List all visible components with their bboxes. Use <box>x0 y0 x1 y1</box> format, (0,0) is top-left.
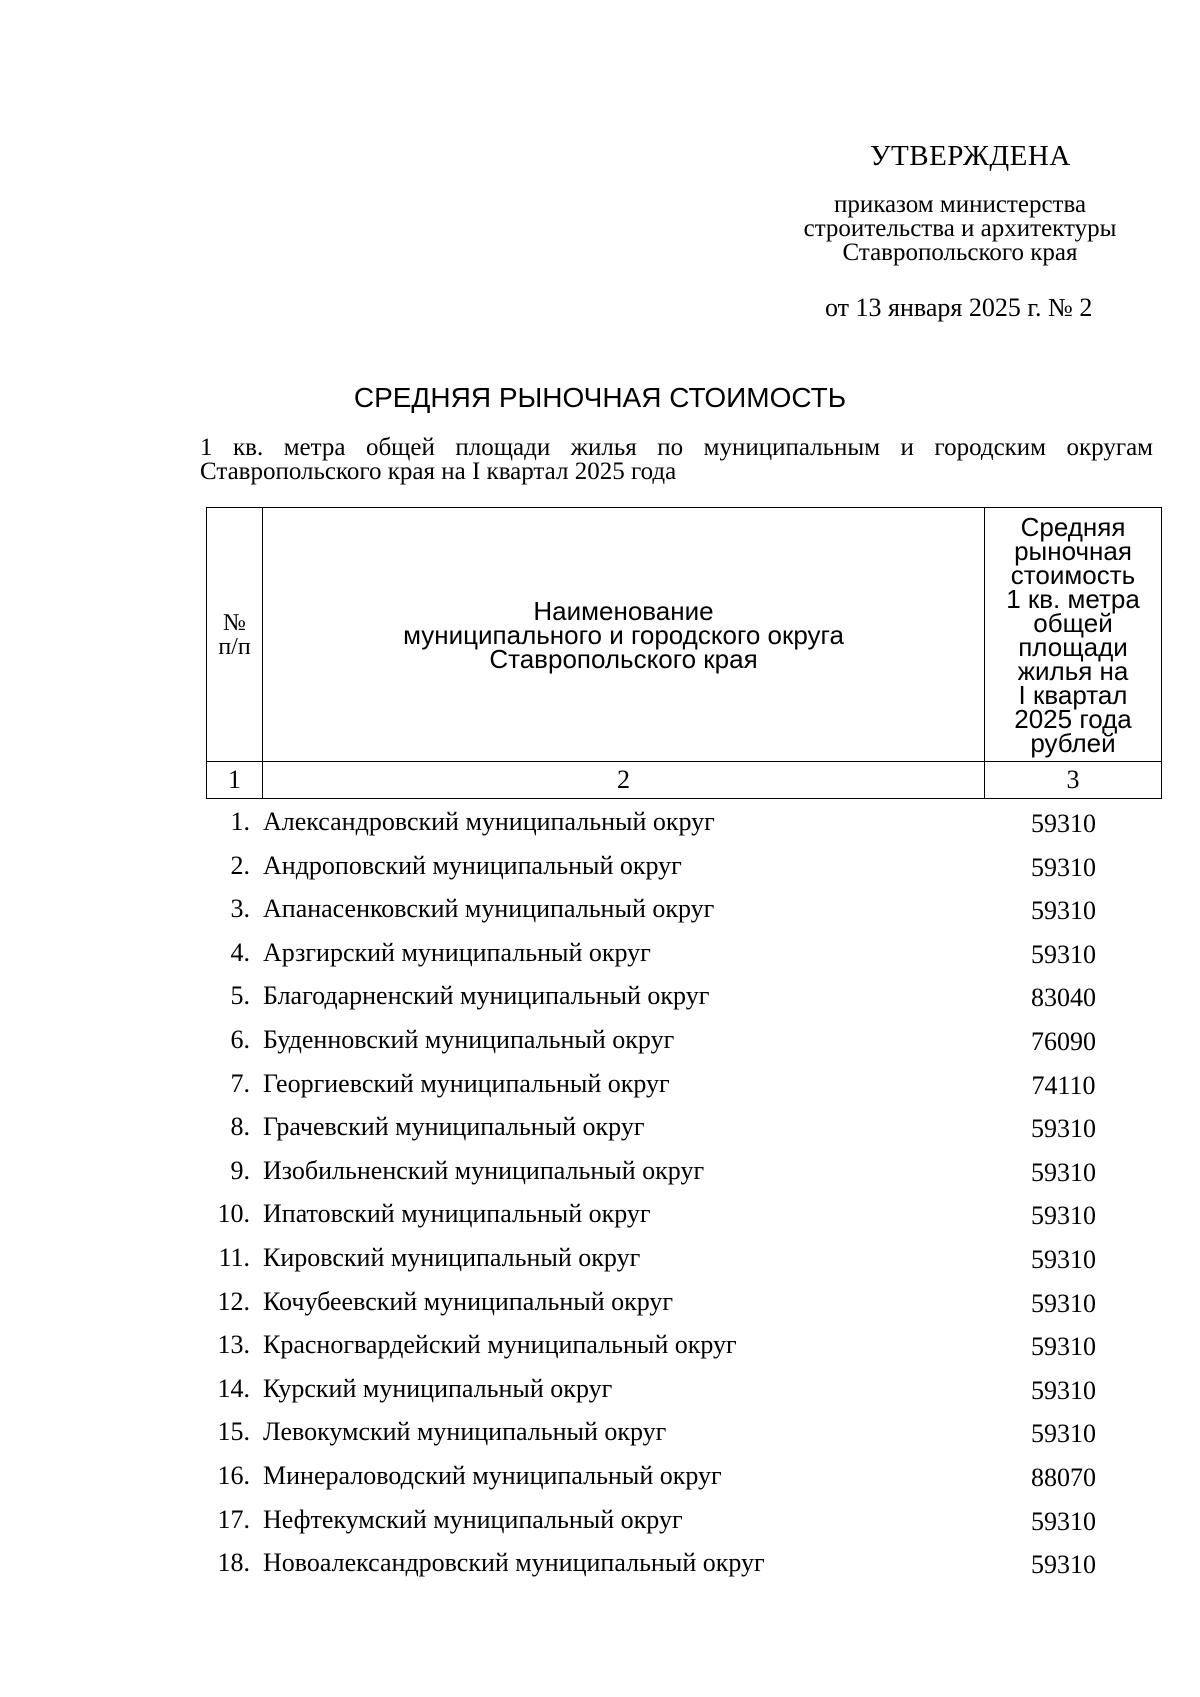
row-number: 7. <box>230 1068 250 1098</box>
approval-order-line: Ставропольского края <box>842 239 1078 266</box>
row-number: 3. <box>230 894 250 924</box>
header-cost-line: 1 кв. метра <box>1006 583 1140 614</box>
cost-value: 59310 <box>1031 1419 1096 1449</box>
cost-value: 59310 <box>1031 1201 1096 1231</box>
document-title: СРЕДНЯЯ РЫНОЧНАЯ СТОИМОСТЬ <box>353 382 847 413</box>
district-name: Левокумский муниципальный округ <box>263 1417 667 1447</box>
approval-stamp: УТВЕРЖДЕНА <box>870 140 1071 172</box>
header-cost-line: рыночная <box>1014 535 1132 566</box>
table-row <box>206 1193 1161 1237</box>
cost-value: 88070 <box>1031 1462 1096 1492</box>
cost-value: 59310 <box>1031 939 1096 969</box>
cost-value: 59310 <box>1031 1244 1096 1274</box>
table-row <box>206 1019 1161 1063</box>
cost-value: 83040 <box>1031 983 1096 1013</box>
approval-order-line: приказом министерства <box>833 191 1087 218</box>
cost-value: 59310 <box>1031 1506 1096 1536</box>
table-row <box>206 888 1161 932</box>
header-number-cell <box>207 508 263 762</box>
approval-order-line: строительства и архитектуры <box>803 215 1117 242</box>
table-row <box>206 1411 1161 1455</box>
district-name: Новоалександровский муниципальный округ <box>263 1548 765 1578</box>
cost-value: 74110 <box>1031 1070 1096 1100</box>
table-row <box>206 932 1161 976</box>
column-number: 1 <box>207 762 263 799</box>
document-subtitle: 1 кв. метра общей площади жилья по муниципальным и городским округам Ставропольского края на I квартал 2025 года <box>200 434 1153 485</box>
header-cost-line: стоимость <box>1010 559 1136 590</box>
district-name: Кировский муниципальный округ <box>263 1242 641 1272</box>
header-cost-line: общей <box>1033 607 1113 638</box>
cost-value: 59310 <box>1031 1114 1096 1144</box>
cost-value: 59310 <box>1031 896 1096 926</box>
row-number: 4. <box>230 937 250 967</box>
cost-value: 59310 <box>1031 1157 1096 1187</box>
district-name: Курский муниципальный округ <box>263 1373 613 1403</box>
table-row <box>206 1368 1161 1412</box>
table-row <box>206 1281 1161 1325</box>
row-number: 15. <box>217 1417 250 1447</box>
district-name: Андроповский муниципальный округ <box>263 850 682 880</box>
row-number: 9. <box>230 1155 250 1185</box>
header-name-cell <box>263 508 985 762</box>
table-row <box>206 801 1161 845</box>
header-name-line: Ставропольского края <box>489 643 758 674</box>
row-number: 11. <box>218 1242 250 1272</box>
header-name-line: муниципального и городского округа <box>403 619 844 650</box>
district-name: Красногвардейский муниципальный округ <box>263 1330 737 1360</box>
column-number: 3 <box>985 762 1162 799</box>
header-cost-line: 2025 года <box>1014 703 1132 734</box>
district-name: Благодарненский муниципальный округ <box>263 981 710 1011</box>
row-number: 17. <box>217 1504 250 1534</box>
row-number: 14. <box>217 1373 250 1403</box>
district-name: Арзгирский муниципальный округ <box>263 937 651 967</box>
header-cost-line: рублей <box>1030 727 1116 758</box>
column-number-row <box>207 762 1162 799</box>
row-number: 1. <box>230 807 250 836</box>
district-name: Апанасенковский муниципальный округ <box>263 894 715 924</box>
table-row <box>206 1499 1161 1543</box>
header-row <box>207 508 1162 762</box>
row-number: 16. <box>217 1460 250 1490</box>
table-row <box>206 1150 1161 1194</box>
district-name: Минераловодский муниципальный округ <box>263 1460 722 1490</box>
table-row <box>206 1106 1161 1150</box>
header-cost-line: жилья на <box>1017 655 1129 686</box>
cost-value: 59310 <box>1031 1550 1096 1580</box>
approval-date: от 13 января 2025 г. № 2 <box>825 293 1093 322</box>
district-name: Георгиевский муниципальный округ <box>263 1068 670 1098</box>
header-cost-line: площади <box>1018 631 1128 662</box>
header-cost-cell <box>985 508 1162 762</box>
table-body <box>206 801 1161 1586</box>
row-number: 12. <box>217 1286 250 1316</box>
cost-value: 59310 <box>1031 1332 1096 1362</box>
header-number-line: № <box>223 609 246 636</box>
district-name: Грачевский муниципальный округ <box>263 1112 645 1142</box>
row-number: 6. <box>230 1024 250 1054</box>
header-name-line: Наименование <box>533 595 714 626</box>
table-row <box>206 1455 1161 1499</box>
table-row <box>206 1237 1161 1281</box>
row-number: 10. <box>217 1199 250 1229</box>
district-name: Буденновский муниципальный округ <box>263 1024 675 1054</box>
column-number: 2 <box>263 762 985 799</box>
table-row <box>206 975 1161 1019</box>
header-cost-line: Средняя <box>1020 511 1126 542</box>
table-row <box>206 1063 1161 1107</box>
approval-order <box>760 193 1160 265</box>
district-name: Изобильненский муниципальный округ <box>263 1155 705 1185</box>
header-number-line: п/п <box>218 633 251 660</box>
district-name: Ипатовский муниципальный округ <box>263 1199 651 1229</box>
row-number: 5. <box>230 981 250 1011</box>
cost-value: 59310 <box>1031 1375 1096 1405</box>
row-number: 8. <box>230 1112 250 1142</box>
table-row <box>206 1324 1161 1368</box>
header-cost-line: I квартал <box>1018 679 1128 710</box>
row-number: 18. <box>217 1548 250 1578</box>
district-name: Кочубеевский муниципальный округ <box>263 1286 674 1316</box>
row-number: 13. <box>217 1330 250 1360</box>
table-header <box>206 507 1162 799</box>
row-number: 2. <box>230 850 250 880</box>
cost-value: 59310 <box>1031 852 1096 882</box>
cost-value: 59310 <box>1031 809 1096 838</box>
cost-value: 76090 <box>1031 1026 1096 1056</box>
table-row <box>206 845 1161 889</box>
cost-value: 59310 <box>1031 1288 1096 1318</box>
district-name: Александровский муниципальный округ <box>263 807 715 836</box>
district-name: Нефтекумский муниципальный округ <box>263 1504 683 1534</box>
table-row <box>206 1542 1161 1586</box>
